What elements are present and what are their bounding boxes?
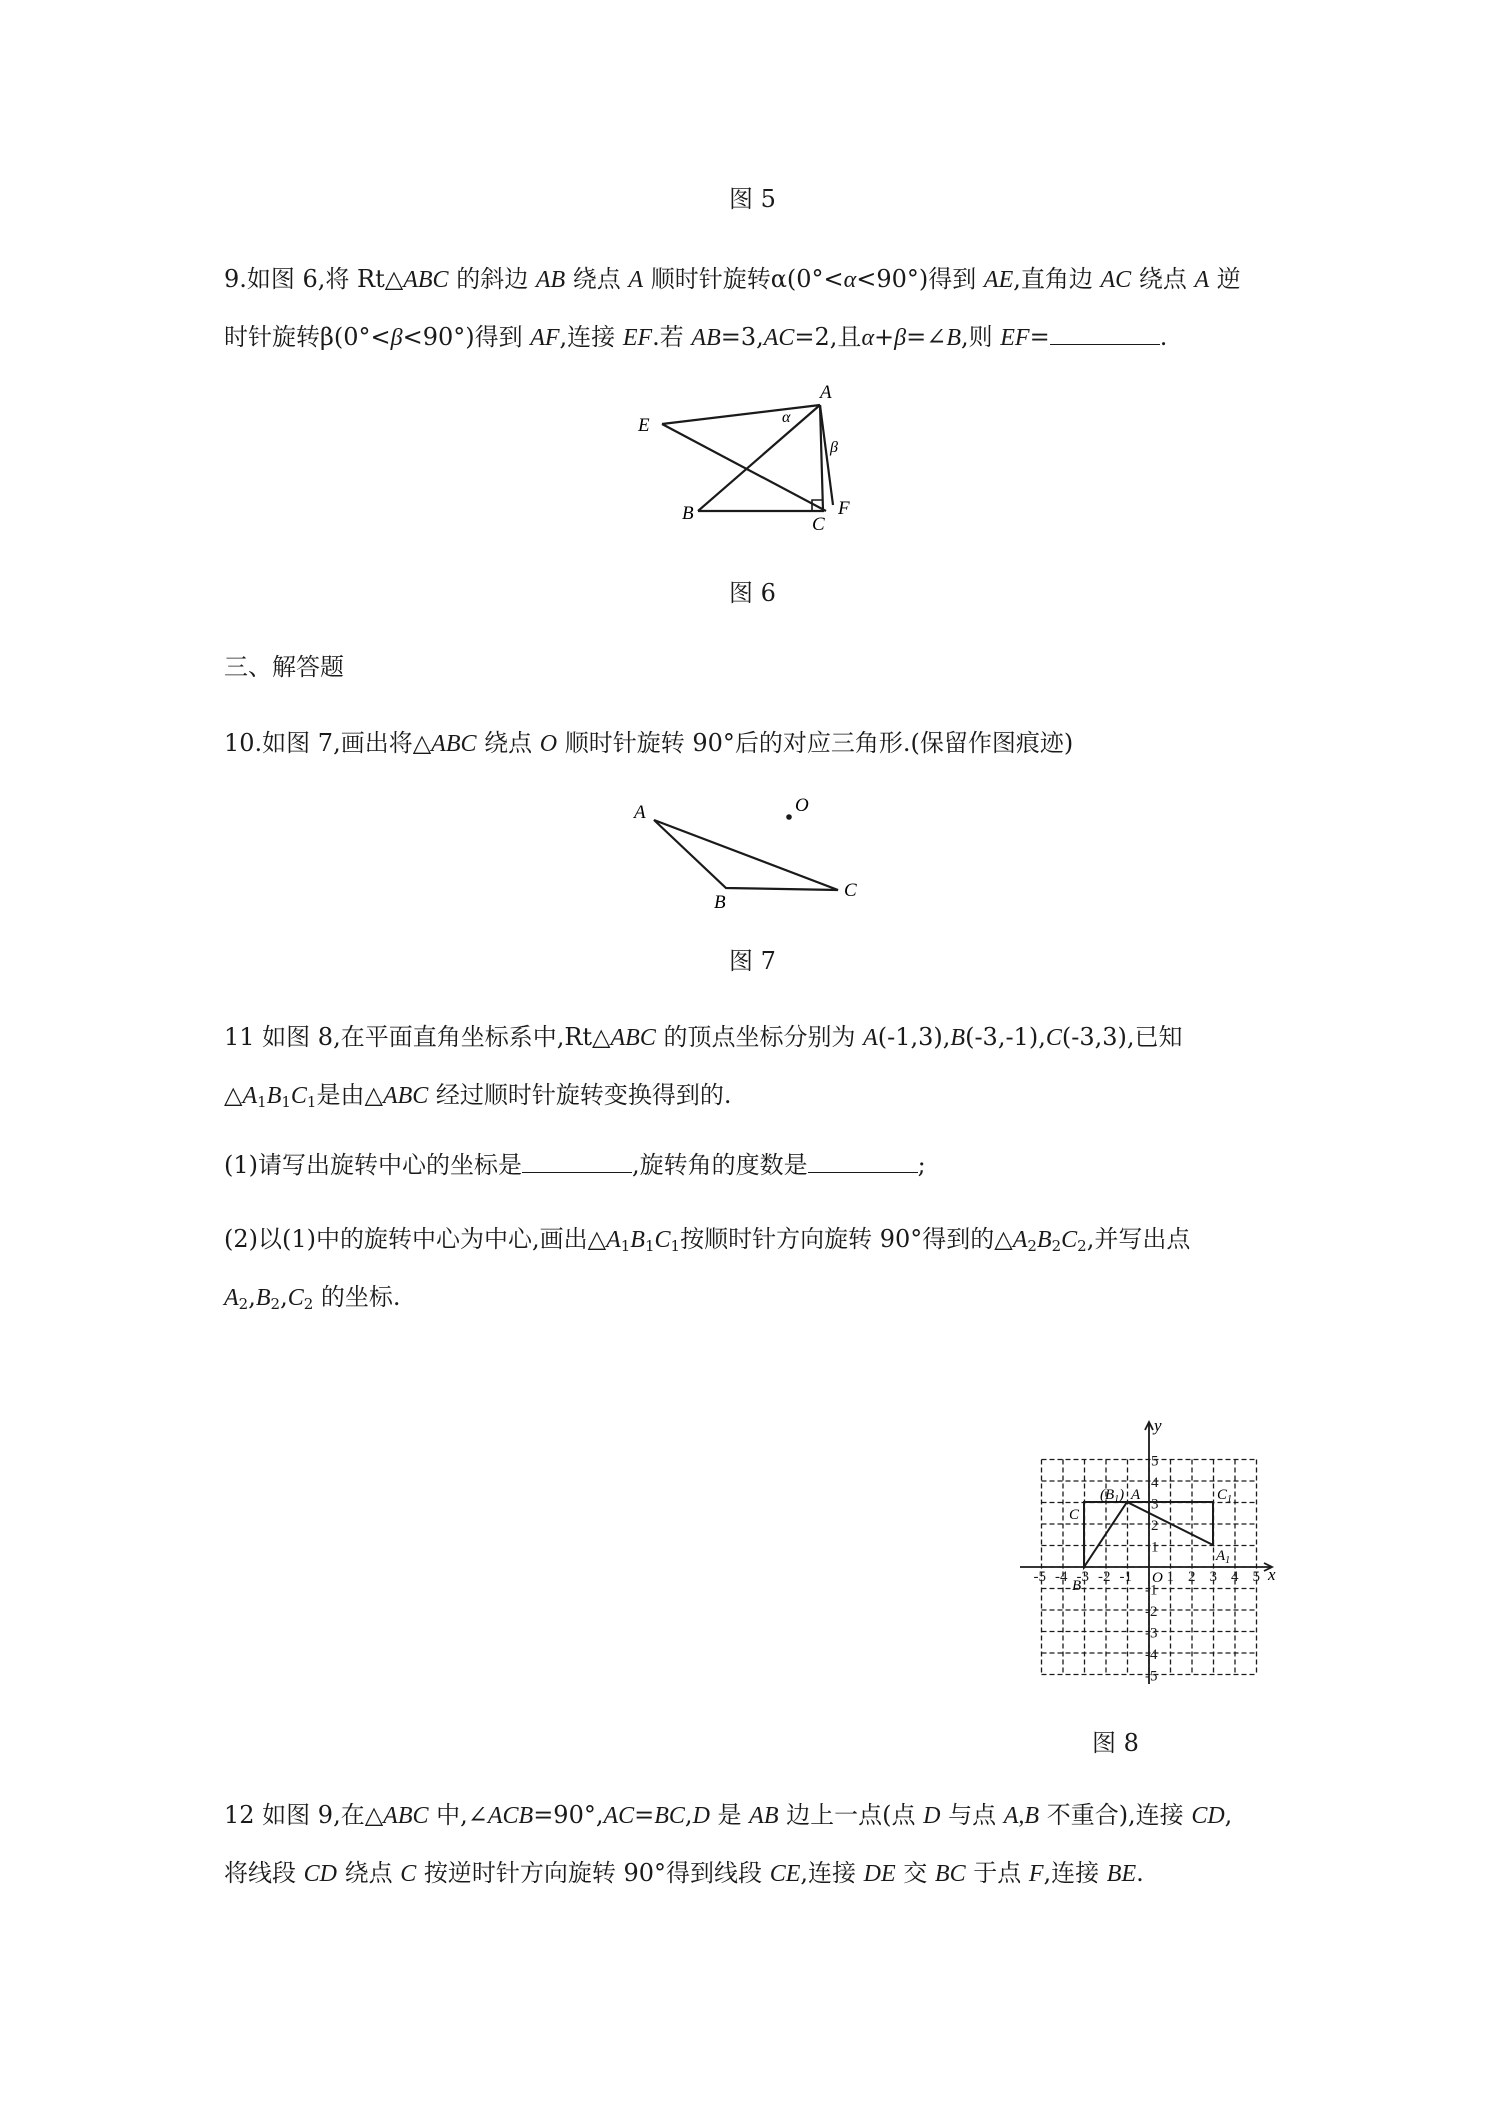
label-A: A [820, 382, 832, 403]
figure-8-coordinate-grid [1014, 1416, 1284, 1688]
question-9-line-2: 时针旋转β(0°<β<90°)得到 AF,连接 EF.若 AB=3,AC=2,且α+β=∠B,则 EF= . [224, 323, 1168, 351]
x-tick-label: -5 [1033, 1569, 1046, 1585]
x-tick-label: -1 [1119, 1569, 1132, 1585]
label-x: x [1268, 1565, 1276, 1584]
question-12-line-2: 将线段 CD 绕点 C 按逆时针方向旋转 90°得到线段 CE,连接 DE 交 BC 于点 F,连接 BE. [224, 1859, 1144, 1887]
x-tick-label: -4 [1055, 1569, 1068, 1585]
y-tick-label: 3 [1151, 1496, 1159, 1513]
figure-7-caption: 图 7 [729, 947, 776, 975]
figure-8-caption: 图 8 [1092, 1729, 1139, 1757]
point-O [786, 814, 792, 820]
label-O: O [795, 795, 809, 816]
y-tick-label: 1 [1151, 1539, 1159, 1556]
y-tick-label: 2 [1151, 1518, 1159, 1534]
question-10: 10.如图 7,画出将△ABC 绕点 O 顺时针旋转 90°后的对应三角形.(保留作图痕迹) [224, 729, 1074, 757]
label-B1-paren: $(B_1)$ [1100, 1487, 1125, 1505]
label-beta: β [830, 439, 838, 456]
figure-5-caption: 图 5 [729, 185, 776, 213]
question-11-part-1: (1)请写出旋转中心的坐标是 ,旋转角的度数是 ; [224, 1151, 926, 1179]
center-answer-blank[interactable] [522, 1150, 632, 1173]
y-tick-label: -3 [1145, 1625, 1158, 1642]
x-tick-label: -2 [1098, 1569, 1111, 1585]
question-11-part-2: (2)以(1)中的旋转中心为中心,画出$\triangle A_1B_1C_1$按顺时针方向旋转 90°得到的$\triangle A_2B_2C_2$,并写出点 [224, 1225, 1191, 1255]
label-y: y [1154, 1416, 1162, 1435]
question-11-part-2b: $A_2,B_2,C_2$ 的坐标. [224, 1283, 401, 1313]
angle-answer-blank[interactable] [808, 1150, 918, 1173]
label-A: A [634, 802, 646, 823]
x-tick-label: 2 [1188, 1569, 1196, 1585]
x-tick-label: -3 [1076, 1569, 1089, 1585]
y-tick-label: -1 [1145, 1582, 1158, 1599]
segment-EA [662, 405, 820, 424]
x-tick-label: 4 [1231, 1569, 1239, 1585]
label-origin: O [1152, 1570, 1163, 1586]
question-11-line-2: $\triangle A_1B_1C_1$是由△ABC 经过顺时针旋转变换得到的. [224, 1081, 732, 1111]
y-tick-label: -4 [1145, 1647, 1158, 1663]
label-A: A [1131, 1487, 1141, 1503]
label-F: F [838, 498, 850, 519]
question-9-line-1: 9.如图 6,将 Rt△ABC 的斜边 AB 绕点 A 顺时针旋转α(0°<α<90°)得到 AE,直角边 AC 绕点 A 逆 [224, 265, 1241, 293]
label-C1: $C_1$ [1217, 1487, 1233, 1505]
label-alpha: α [782, 409, 791, 426]
figure-7-diagram [630, 792, 870, 912]
y-tick-label: -2 [1145, 1604, 1158, 1620]
x-tick-label: 5 [1252, 1569, 1260, 1585]
x-tick-label: 1 [1166, 1569, 1174, 1585]
label-A1: $A_1$ [1216, 1548, 1231, 1566]
y-tick-label: 5 [1151, 1453, 1159, 1470]
x-tick-label: 3 [1209, 1569, 1217, 1585]
y-tick-label: 4 [1151, 1475, 1159, 1491]
label-B: B [1072, 1578, 1082, 1594]
y-tick-label: -5 [1145, 1668, 1158, 1685]
section-heading: 三、解答题 [224, 653, 344, 681]
label-E: E [638, 415, 650, 436]
question-11-line-1: 11 如图 8,在平面直角坐标系中,Rt△ABC 的顶点坐标分别为 A(-1,3),B(-3,-1),C(-3,3),已知 [224, 1023, 1183, 1051]
segment-EF [662, 424, 826, 511]
figure-6-caption: 图 6 [729, 579, 776, 607]
label-B: B [682, 503, 694, 524]
figure-6-diagram [630, 378, 870, 538]
segment-AB [698, 405, 820, 511]
question-12-line-1: 12 如图 9,在△ABC 中,∠ACB=90°,AC=BC,D 是 AB 边上一点(点 D 与点 A,B 不重合),连接 CD, [224, 1801, 1233, 1829]
answer-blank[interactable] [1050, 322, 1160, 345]
label-B: B [714, 892, 726, 912]
label-C: C [1069, 1507, 1080, 1523]
label-C: C [812, 514, 825, 535]
triangle-ABC [654, 820, 838, 890]
label-C: C [844, 880, 857, 901]
